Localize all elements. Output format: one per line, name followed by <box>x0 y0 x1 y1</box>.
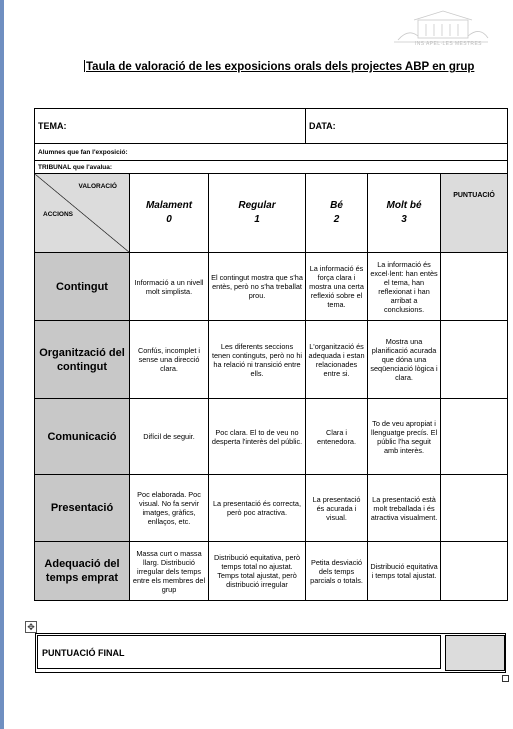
tribunal-field[interactable]: TRIBUNAL que l'avalua: <box>35 161 508 174</box>
descriptor-cell: La informació és excel·lent: han entès el tema, han reflexionat i han arribat a conclusions. <box>368 253 441 321</box>
table-resize-handle-icon[interactable] <box>502 675 509 682</box>
score-cell[interactable] <box>441 475 508 542</box>
document-title: Taula de valoració de les exposicions orals dels projectes ABP en grup <box>86 61 475 73</box>
descriptor-cell: La presentació és correcta, però poc atractiva. <box>209 475 306 542</box>
descriptor-cell: L'organització és adequada i estan relacionades entre si. <box>306 321 368 399</box>
table-move-handle-icon[interactable]: ✥ <box>25 621 37 633</box>
document-margin-bar <box>0 0 4 729</box>
criterion-contingut: Contingut <box>35 253 130 321</box>
table-row <box>35 399 508 475</box>
descriptor-cell: Poc elaborada. Poc visual. No fa servir imatges, gràfics, enllaços, etc. <box>130 475 209 542</box>
descriptor-cell: Clara i entenedora. <box>306 399 368 475</box>
level-header-1: Regular 1 <box>209 174 306 253</box>
descriptor-cell: Informació a un nivell molt simplista. <box>130 253 209 321</box>
valoracio-label: VALORACIÓ <box>78 183 117 190</box>
tema-field[interactable]: TEMA: <box>35 109 306 144</box>
score-cell[interactable] <box>441 399 508 475</box>
table-row <box>35 253 508 321</box>
descriptor-cell: Distribució equitativa i temps total ajustat. <box>368 542 441 601</box>
logo-caption: INS APEL·LES MESTRES <box>415 41 482 47</box>
puntuacio-header: PUNTUACIÓ <box>441 174 508 253</box>
final-score-cell[interactable] <box>445 635 505 671</box>
score-cell[interactable] <box>441 542 508 601</box>
criterion-presentacio: Presentació <box>35 475 130 542</box>
level-header-2: Bé 2 <box>306 174 368 253</box>
descriptor-cell: El contingut mostra que s'ha entès, però no s'ha treballat prou. <box>209 253 306 321</box>
descriptor-cell: Massa curt o massa llarg. Distribució irregular dels temps entre els membres del grup <box>130 542 209 601</box>
table-row <box>35 542 508 601</box>
criterion-comunicacio: Comunicació <box>35 399 130 475</box>
data-field[interactable]: DATA: <box>306 109 508 144</box>
descriptor-cell: La informació és força clara i mostra una certa reflexió sobre el tema. <box>306 253 368 321</box>
accions-label: ACCIONS <box>43 211 73 218</box>
text-cursor <box>84 60 85 72</box>
table-row <box>35 475 508 542</box>
header-corner-cell <box>35 174 130 253</box>
score-cell[interactable] <box>441 253 508 321</box>
score-cell[interactable] <box>441 321 508 399</box>
level-header-3: Molt bé 3 <box>368 174 441 253</box>
evaluation-table <box>34 108 508 601</box>
descriptor-cell: Petita desviació dels temps parcials o totals. <box>306 542 368 601</box>
alumnes-field[interactable]: Alumnes que fan l'exposició: <box>35 144 508 161</box>
level-header-0: Malament 0 <box>130 174 209 253</box>
descriptor-cell: La presentació és acurada i visual. <box>306 475 368 542</box>
criterion-organitzacio: Organització del contingut <box>35 321 130 399</box>
descriptor-cell: To de veu apropiat i llenguatge precís. El públic l'ha seguit amb interès. <box>368 399 441 475</box>
descriptor-cell: Difícil de seguir. <box>130 399 209 475</box>
descriptor-cell: Confús, incomplet i sense una direcció clara. <box>130 321 209 399</box>
final-score-table <box>35 633 506 673</box>
descriptor-cell: Distribució equitativa, però temps total no ajustat. Temps total ajustat, però distribució irregular <box>209 542 306 601</box>
descriptor-cell: La presentació està molt treballada i és atractiva visualment. <box>368 475 441 542</box>
criterion-adequacio-temps: Adequació del temps emprat <box>35 542 130 601</box>
table-row <box>35 321 508 399</box>
descriptor-cell: Mostra una planificació acurada que dóna una seqüenciació lògica i clara. <box>368 321 441 399</box>
puntuacio-final-label: PUNTUACIÓ FINAL <box>37 635 441 669</box>
descriptor-cell: Les diferents seccions tenen continguts, però no hi ha relació ni transició entre ells. <box>209 321 306 399</box>
descriptor-cell: Poc clara. El to de veu no desperta l'interès del públic. <box>209 399 306 475</box>
